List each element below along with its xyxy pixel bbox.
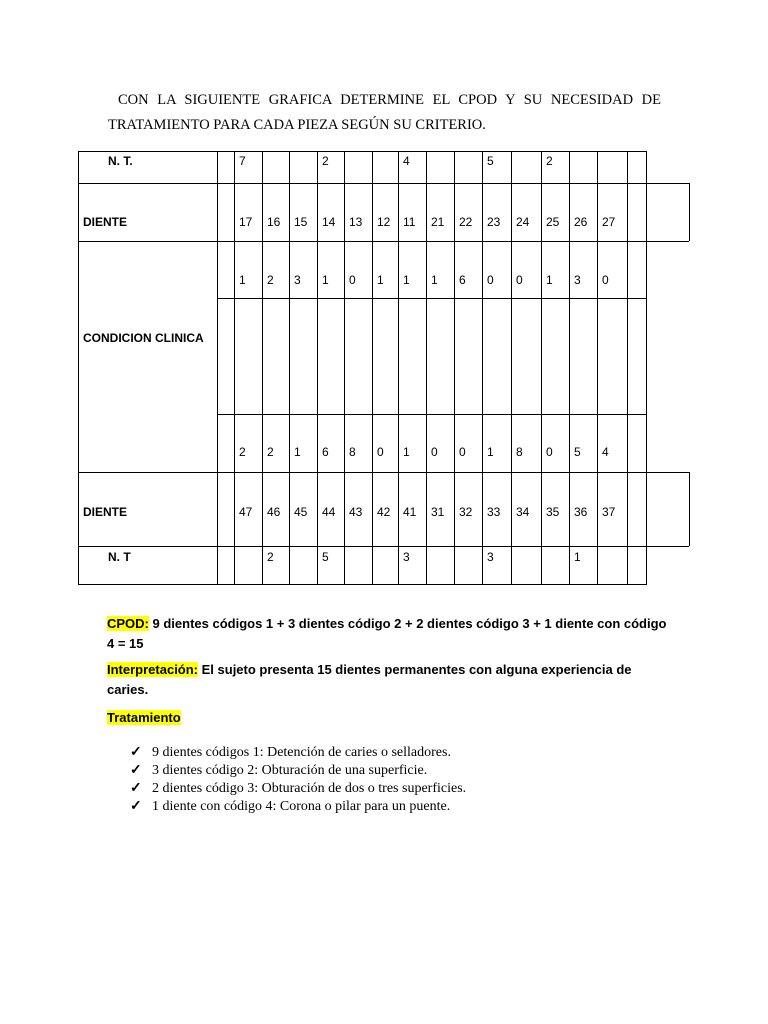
diente-bottom-label: DIENTE xyxy=(83,505,128,519)
tooth-top-cell: 17 xyxy=(239,215,253,229)
condition-bottom-cell: 5 xyxy=(574,445,581,459)
tooth-top-cell: 16 xyxy=(267,215,281,229)
tooth-top-cell: 22 xyxy=(459,215,473,229)
condition-top-cell: 0 xyxy=(602,273,609,287)
tooth-top-cell: 12 xyxy=(377,215,391,229)
condition-top-cell: 1 xyxy=(377,273,384,287)
condition-top-cell: 1 xyxy=(431,273,438,287)
treatment-text: 2 dientes código 3: Obturación de dos o tres superficies. xyxy=(152,781,467,796)
condition-bottom-cell: 4 xyxy=(602,445,609,459)
treatment-item xyxy=(130,780,466,798)
nt-top-cell: 4 xyxy=(403,154,410,168)
tooth-top-cell: 15 xyxy=(294,215,308,229)
tooth-top-cell: 14 xyxy=(322,215,336,229)
condition-top-cell: 1 xyxy=(403,273,410,287)
diente-top-label: DIENTE xyxy=(83,215,128,229)
nt-top-cell: 5 xyxy=(487,154,494,168)
condition-bottom-cell: 0 xyxy=(459,445,466,459)
interpretation-text: El sujeto presenta 15 dientes permanentes con alguna experiencia de caries. xyxy=(107,662,632,697)
condition-bottom-cell: 8 xyxy=(516,445,523,459)
treatment-list xyxy=(130,744,466,816)
condition-top-cell: 0 xyxy=(516,273,523,287)
condition-top-cell: 1 xyxy=(322,273,329,287)
treatment-item xyxy=(130,798,466,816)
treatment-text: 9 dientes códigos 1: Detención de caries o selladores. xyxy=(152,745,451,760)
tooth-bottom-cell: 41 xyxy=(403,505,417,519)
condition-top-cell: 1 xyxy=(546,273,553,287)
interpretation-label: Interpretación: xyxy=(107,662,199,677)
condition-bottom-cell: 1 xyxy=(487,445,494,459)
nt-bottom-cell: 3 xyxy=(487,550,494,564)
condition-top-cell: 0 xyxy=(349,273,356,287)
checkmark-icon: ✓ xyxy=(130,745,142,760)
treatment-text: 3 dientes código 2: Obturación de una superficie. xyxy=(152,763,428,778)
condition-top-cell: 6 xyxy=(459,273,466,287)
tooth-top-cell: 26 xyxy=(574,215,588,229)
tooth-top-cell: 11 xyxy=(403,215,416,229)
answers xyxy=(107,614,667,734)
tooth-bottom-cell: 37 xyxy=(602,505,616,519)
condition-bottom-cell: 1 xyxy=(294,445,301,459)
tooth-bottom-cell: 33 xyxy=(487,505,501,519)
tooth-bottom-cell: 44 xyxy=(322,505,336,519)
treatment-item xyxy=(130,762,466,780)
nt-top-cell: 2 xyxy=(546,154,553,168)
condition-bottom-cell: 2 xyxy=(267,445,274,459)
cpod-text: 9 dientes códigos 1 + 3 dientes código 2 + 2 dientes código 3 + 1 diente con código 4 = 15 xyxy=(107,616,667,651)
condition-bottom-cell: 1 xyxy=(403,445,410,459)
tooth-bottom-cell: 42 xyxy=(377,505,391,519)
tooth-bottom-cell: 43 xyxy=(349,505,363,519)
tooth-top-cell: 13 xyxy=(349,215,363,229)
tooth-bottom-cell: 46 xyxy=(267,505,281,519)
tooth-bottom-cell: 45 xyxy=(294,505,308,519)
tooth-top-cell: 24 xyxy=(516,215,530,229)
condition-bottom-cell: 0 xyxy=(546,445,553,459)
condition-top-cell: 2 xyxy=(267,273,274,287)
cpod-paragraph xyxy=(107,614,667,654)
condition-bottom-cell: 0 xyxy=(377,445,384,459)
tooth-top-cell: 21 xyxy=(431,215,445,229)
condition-top-cell: 3 xyxy=(294,273,301,287)
condition-top-cell: 3 xyxy=(574,273,581,287)
tooth-bottom-cell: 34 xyxy=(516,505,530,519)
tooth-top-cell: 25 xyxy=(546,215,560,229)
nt-top-cell: 7 xyxy=(239,154,246,168)
nt-bottom-cell: 1 xyxy=(574,550,581,564)
condition-bottom-cell: 8 xyxy=(349,445,356,459)
condition-bottom-cell: 0 xyxy=(431,445,438,459)
tooth-bottom-cell: 35 xyxy=(546,505,560,519)
nt-bottom-cell: 3 xyxy=(403,550,410,564)
tratamiento-heading xyxy=(107,708,667,728)
condition-top-cell: 1 xyxy=(239,273,246,287)
checkmark-icon: ✓ xyxy=(130,781,142,796)
condition-bottom-cell: 6 xyxy=(322,445,329,459)
tooth-bottom-cell: 36 xyxy=(574,505,588,519)
treatment-item xyxy=(130,744,466,762)
condition-bottom-cell: 2 xyxy=(239,445,246,459)
nt-top-label: N. T. xyxy=(108,154,133,168)
cpod-label: CPOD: xyxy=(107,616,149,631)
nt-bottom-cell: 2 xyxy=(267,550,274,564)
tratamiento-label: Tratamiento xyxy=(107,710,181,725)
treatment-text: 1 diente con código 4: Corona o pilar para un puente. xyxy=(152,799,451,814)
instructions-line-2: TRATAMIENTO PARA CADA PIEZA SEGÚN SU CRITERIO. xyxy=(108,117,486,133)
nt-bottom-cell: 5 xyxy=(322,550,329,564)
tooth-bottom-cell: 32 xyxy=(459,505,473,519)
tooth-top-cell: 23 xyxy=(487,215,501,229)
condicion-clinica-label: CONDICION CLINICA xyxy=(83,331,204,345)
nt-top-cell: 2 xyxy=(322,154,329,168)
interpretation-paragraph xyxy=(107,660,667,700)
checkmark-icon: ✓ xyxy=(130,799,142,814)
tooth-bottom-cell: 31 xyxy=(431,505,445,519)
nt-bottom-label: N. T xyxy=(108,550,131,564)
checkmark-icon: ✓ xyxy=(130,763,142,778)
instructions xyxy=(108,88,661,138)
tooth-top-cell: 27 xyxy=(602,215,616,229)
instructions-line-1: CON LA SIGUIENTE GRAFICA DETERMINE EL CPOD Y SU NECESIDAD DE xyxy=(118,92,661,108)
condition-top-cell: 0 xyxy=(487,273,494,287)
tooth-bottom-cell: 47 xyxy=(239,505,253,519)
